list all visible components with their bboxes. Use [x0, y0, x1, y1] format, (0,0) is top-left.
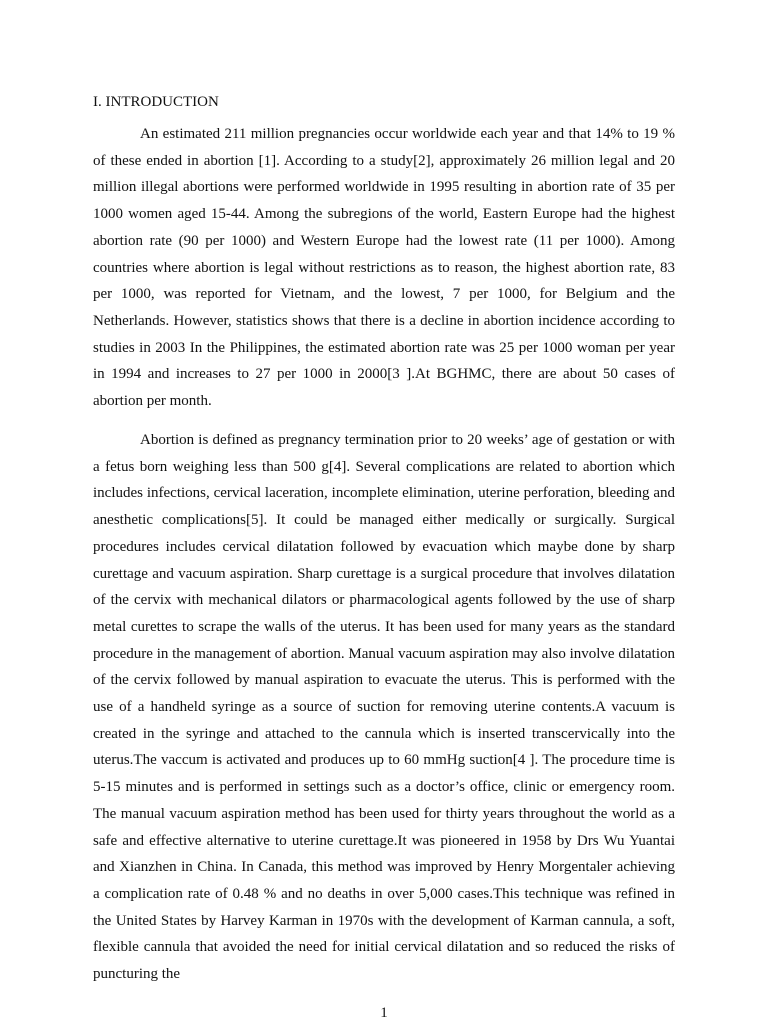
page-number: 1 — [380, 1005, 388, 1021]
section-heading: I. INTRODUCTION — [93, 94, 219, 110]
intro-paragraph-1: An estimated 211 million pregnancies occur worldwide each year and that 14% to 19 % of these ended in abortion [1]. According to a study[2], approximately 26 million legal and 20 million illegal abortions were performed worldwide in 1995 resulting in abortion rate of 35 per 1000 women aged 15-44. Among the subregions of the world, Eastern Europe had the highest abortion rate (90 per 1000) and Western Europe had the lowest rate (11 per 1000). Among countries where abortion is legal without restrictions as to reason, the highest abortion rate, 83 per 1000, was reported for Vietnam, and the lowest, 7 per 1000, for Belgium and the Netherlands. However, statistics shows that there is a decline in abortion incidence according to studies in 2003 In the Philippines, the estimated abortion rate was 25 per 1000 woman per year in 1994 and increases to 27 per 1000 in 2000[3 ].At BGHMC, there are about 50 cases of abortion per month. — [93, 126, 675, 410]
intro-paragraph-2: Abortion is defined as pregnancy termination prior to 20 weeks’ age of gestation or with a fetus born weighing less than 500 g[4]. Several complications are related to abortion which includes infections, cervical laceration, incomplete elimination, uterine perforation, bleeding and anesthetic complications[5]. It could be managed either medically or surgically. Surgical procedures includes cervical dilatation followed by evacuation which maybe done by sharp curettage and vacuum aspiration. Sharp curettage is a surgical procedure that involves dilatation of the cervix with mechanical dilators or pharmacological agents followed by the use of sharp metal curettes to scrape the walls of the uterus. It has been used for many years as the standard procedure in the management of abortion. Manual vacuum aspiration may also involve dilatation of the cervix followed by manual aspiration to evacuate the uterus. This is performed with the use of a handheld syringe as a source of suction for removing uterine contents.A vacuum is created in the syringe and attached to the cannula which is inserted transcervically into the uterus.The vaccum is activated and produces up to 60 mmHg suction[4 ]. The procedure time is 5-15 minutes and is performed in settings such as a doctor’s office, clinic or emergency room. The manual vacuum aspiration method has been used for thirty years throughout the world as a safe and effective alternative to uterine curettage.It was pioneered in 1958 by Drs Wu Yuantai and Xianzhen in China. In Canada, this method was improved by Henry Morgentaler achieving a complication rate of 0.48 % and no deaths in over 5,000 cases.This technique was refined in the United States by Harvey Karman in 1970s with the development of Karman cannula, a soft, flexible cannula that avoided the need for initial cervical dilatation and so reduced the risks of puncturing the — [93, 432, 675, 983]
